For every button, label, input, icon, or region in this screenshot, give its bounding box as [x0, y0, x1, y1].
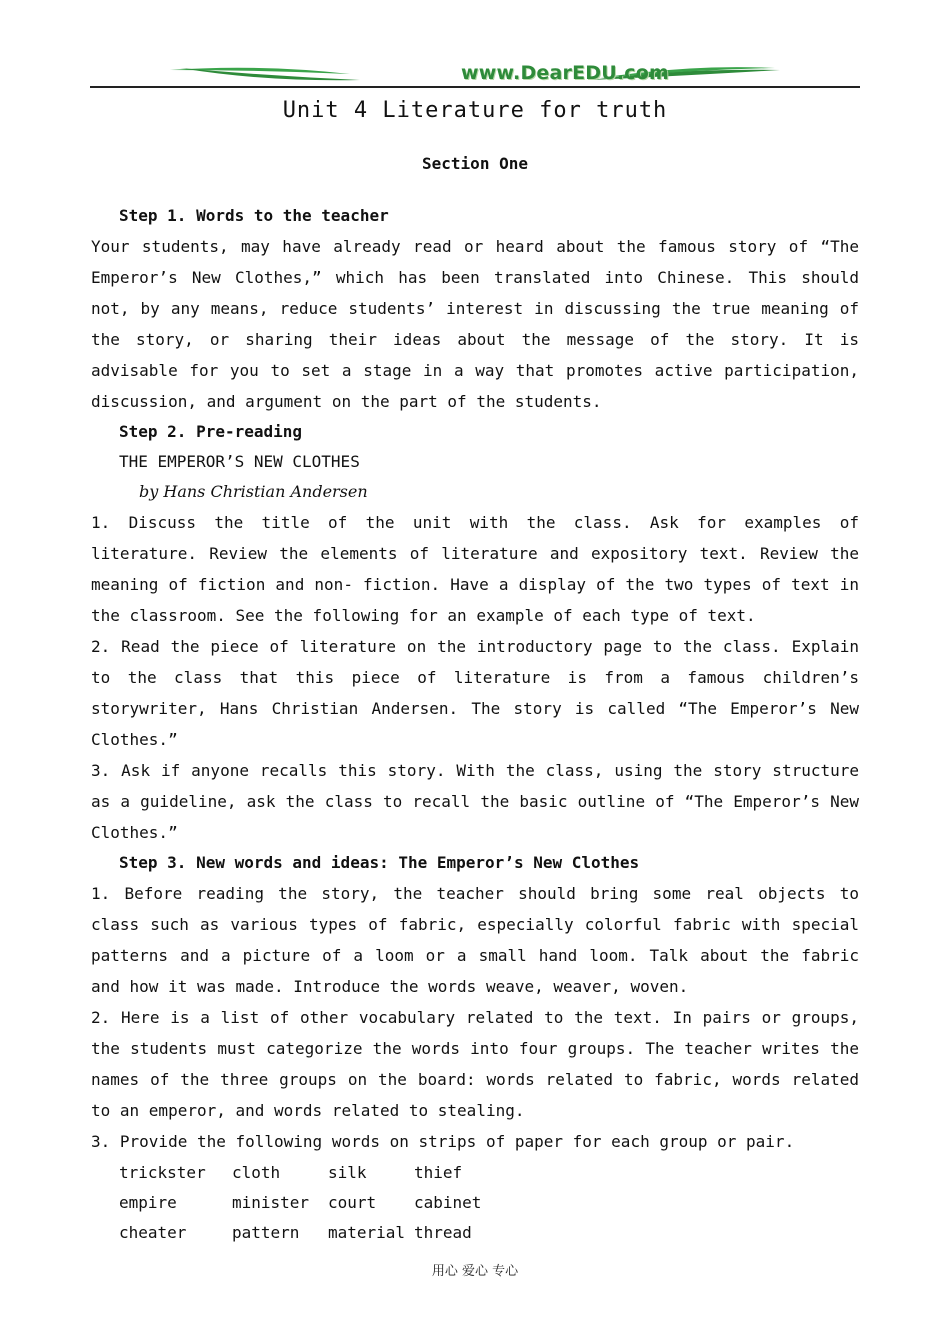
word: trickster — [119, 1162, 206, 1182]
word: empire — [119, 1192, 177, 1212]
main-content — [91, 201, 859, 1247]
word: thief — [414, 1162, 463, 1182]
step1-heading: Step 1. Words to the teacher — [119, 206, 389, 225]
page-footer: 用心 爱心 专心 — [431, 1264, 519, 1279]
site-logo[interactable]: www.DearEDU.com — [460, 62, 670, 84]
step2-item: 1. Discuss the title of the unit with the class. Ask for examples of literature. Review the elements of literature and expository text. Review the meaning of fiction and non- fiction. Have a display of the two types of text in the classroom. See the following for an example of each type of text. — [91, 513, 859, 625]
page-title: Unit 4 Literature for truth — [282, 98, 668, 123]
word: cloth — [232, 1162, 281, 1182]
word: pattern — [232, 1222, 300, 1242]
word-row — [119, 1217, 859, 1247]
word: silk — [328, 1162, 367, 1182]
step2-item: 2. Read the piece of literature on the introductory page to the class. Explain to the class that this piece of literature is from a famous children’s storywriter, Hans Christian Andersen. The story is called “The Emperor’s New Clothes.” — [91, 637, 859, 749]
step2-heading: Step 2. Pre-reading — [119, 422, 303, 441]
word: minister — [232, 1192, 310, 1212]
story-title: THE EMPEROR’S NEW CLOTHES — [119, 452, 360, 471]
step3-heading: Step 3. New words and ideas: The Emperor’s New Clothes — [119, 853, 640, 872]
word: cheater — [119, 1222, 187, 1242]
step3-item: 3. Provide the following words on strips of paper for each group or pair. — [91, 1132, 795, 1151]
header-rule — [90, 86, 860, 88]
step3-item: 1. Before reading the story, the teacher should bring some real objects to class such as various types of fabric, especially colorful fabric with special patterns and a picture of a loom or a small hand loom. Talk about the fabric and how it was made. Introduce the words weave, weaver, woven. — [91, 884, 859, 996]
word: cabinet — [414, 1192, 482, 1212]
step1-body: Your students, may have already read or heard about the famous story of “The Emperor’s New Clothes,” which has been translated into Chinese. This should not, by any means, reduce students’ interest in discussing the true meaning of the story, or sharing their ideas about the message of the story. It is advisable for you to set a stage in a way that promotes active participation, discussion, and argument on the part of the students. — [91, 237, 859, 411]
step3-item: 2. Here is a list of other vocabulary related to the text. In pairs or groups, the students must categorize the words into four groups. The teacher writes the names of the three groups on the board: words related to fabric, words related to an emperor, and words related to stealing. — [91, 1008, 859, 1120]
word: material — [328, 1222, 406, 1242]
story-byline: by Hans Christian Andersen — [139, 482, 368, 501]
word: court — [328, 1192, 377, 1212]
word-list — [91, 1157, 859, 1247]
word-row — [119, 1187, 859, 1217]
word: thread — [414, 1222, 472, 1242]
section-heading: Section One — [422, 154, 528, 173]
page-header — [90, 60, 860, 90]
word-row — [119, 1157, 859, 1187]
step2-item: 3. Ask if anyone recalls this story. With the class, using the story structure as a guideline, ask the class to recall the basic outline of “The Emperor’s New Clothes.” — [91, 761, 859, 842]
